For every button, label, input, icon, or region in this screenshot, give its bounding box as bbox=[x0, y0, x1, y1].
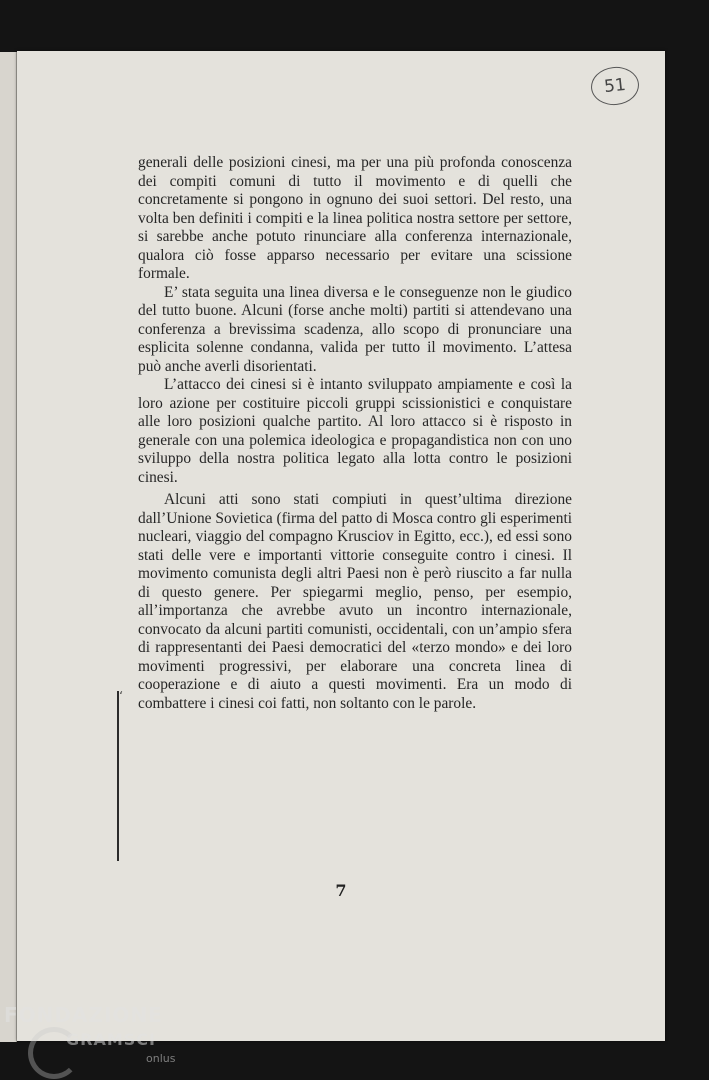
watermark bbox=[4, 1003, 204, 1078]
paragraph-3: L’attacco dei cinesi si è intanto sviluppato ampiamente e così la loro azione per costituire piccoli gruppi scissionistici e conquistare alle loro posizioni qualche partito. Al loro attacco si è risposto in generale con una polemica ideologica e propagandistica non con uno sviluppo della nostra politica legato alla lotta contro le posizioni cinesi. bbox=[138, 376, 572, 486]
margin-annotation-line bbox=[117, 691, 119, 861]
paragraph-2: E’ stata seguita una linea diversa e le conseguenze non le giudico del tutto buone. Alcuni (forse anche molti) partiti si attendevano una conferenza a brevissima scadenza, allo scopo di pronunciare una esplicita solenne condanna, valida per tutto il movimento. L’attesa può anche averli disorientati. bbox=[138, 283, 572, 375]
previous-page-edge bbox=[0, 52, 17, 1042]
document-page bbox=[17, 51, 665, 1041]
watermark-line-2: GRAMSCI bbox=[66, 1030, 156, 1049]
paragraph-4: Alcuni atti sono stati compiuti in quest’ultima direzione dall’Unione Sovietica (firma del patto di Mosca contro gli esperimenti nucleari, viaggio del compagno Krusciov in Egitto, ecc.), ed essi sono stati delle vere e importanti vittorie conseguite contro i cinesi. Il movimento comunista degli altri Paesi non è però riuscito a far nulla di questo genere. Per spiegarmi meglio, penso, per esempio, all’importanza che avrebbe avuto un incontro internazionale, convocato da alcuni partiti comunisti, occidentali, con un’ampio sfera di rappresentanti dei Paesi democratici del «terzo mondo» e dei loro movimenti progressivi, per elaborare una concreta linea di cooperazione e di aiuto a questi movimenti. Era un modo di combattere i cinesi coi fatti, non soltanto con le parole. bbox=[138, 491, 572, 712]
archive-page-number-stamp: 51 bbox=[589, 65, 641, 108]
watermark-line-1: FONDAZIONE bbox=[4, 1003, 163, 1027]
page-number: 7 bbox=[335, 881, 347, 900]
body-text bbox=[138, 154, 572, 713]
margin-annotation-tick-icon: ʻ bbox=[119, 689, 123, 703]
paragraph-1: generali delle posizioni cinesi, ma per una più profonda conoscenza dei compiti comuni di tutto il movimento e di quelli che concretamente si pongono in ognuno dei suoi settori. Del resto, una volta ben definiti i compiti e la linea politica nostra settore per settore, si sarebbe anche potuto rinunciare alla conferenza internazionale, qualora ciò fosse apparso necessario per evitare una scissione formale. bbox=[138, 154, 572, 282]
watermark-line-3: onlus bbox=[146, 1052, 176, 1065]
